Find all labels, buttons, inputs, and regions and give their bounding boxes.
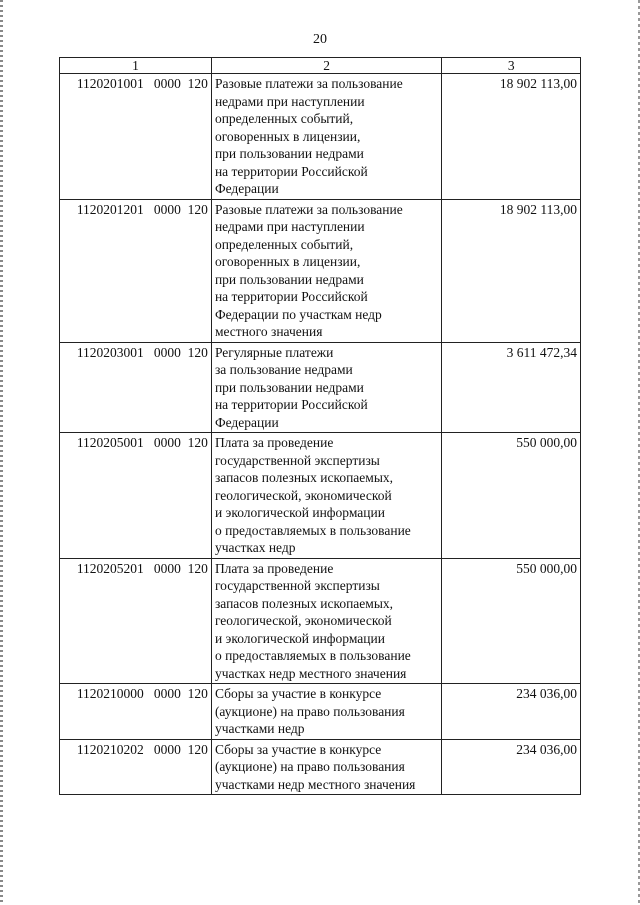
table-row [60, 739, 581, 795]
budget-code-cell: 1120201001 0000 120 [60, 74, 212, 200]
amount-cell: 550 000,00 [442, 433, 581, 559]
description-cell: Сборы за участие в конкурсе (аукционе) на право пользования участками недр [211, 684, 441, 740]
description-cell: Разовые платежи за пользование недрами при наступлении определенных событий, оговоренных в лицензии, при пользовании недрами на территории Российской Федерации [211, 74, 441, 200]
table-row [60, 433, 581, 559]
scan-edge-left [0, 0, 3, 905]
budget-code-cell: 1120201201 0000 120 [60, 199, 212, 342]
description-cell: Плата за проведение государственной экспертизы запасов полезных ископаемых, геологической, экономической и экологической информации о предоставляемых в пользование участках недр местного значения [211, 558, 441, 684]
description-cell: Регулярные платежи за пользование недрами при пользовании недрами на территории Российской Федерации [211, 342, 441, 433]
budget-code-cell: 1120210202 0000 120 [60, 739, 212, 795]
description-cell: Плата за проведение государственной экспертизы запасов полезных ископаемых, геологической, экономической и экологической информации о предоставляемых в пользование участках недр [211, 433, 441, 559]
amount-cell: 550 000,00 [442, 558, 581, 684]
description-cell: Разовые платежи за пользование недрами при наступлении определенных событий, оговоренных в лицензии, при пользовании недрами на территории Российской Федерации по участкам недр местного значения [211, 199, 441, 342]
table-row [60, 684, 581, 740]
amount-cell: 234 036,00 [442, 684, 581, 740]
description-cell: Сборы за участие в конкурсе (аукционе) на право пользования участками недр местного значения [211, 739, 441, 795]
table-row [60, 558, 581, 684]
amount-cell: 18 902 113,00 [442, 199, 581, 342]
table-row [60, 199, 581, 342]
column-header-2: 2 [211, 58, 441, 74]
table-row [60, 342, 581, 433]
column-header-3: 3 [442, 58, 581, 74]
budget-revenue-table [59, 57, 581, 795]
budget-code-cell: 1120205201 0000 120 [60, 558, 212, 684]
budget-code-cell: 1120203001 0000 120 [60, 342, 212, 433]
budget-code-cell: 1120205001 0000 120 [60, 433, 212, 559]
column-header-1: 1 [60, 58, 212, 74]
amount-cell: 234 036,00 [442, 739, 581, 795]
amount-cell: 3 611 472,34 [442, 342, 581, 433]
page-number: 20 [313, 32, 327, 47]
budget-code-cell: 1120210000 0000 120 [60, 684, 212, 740]
table-row [60, 74, 581, 200]
amount-cell: 18 902 113,00 [442, 74, 581, 200]
table-header-row [60, 58, 581, 74]
